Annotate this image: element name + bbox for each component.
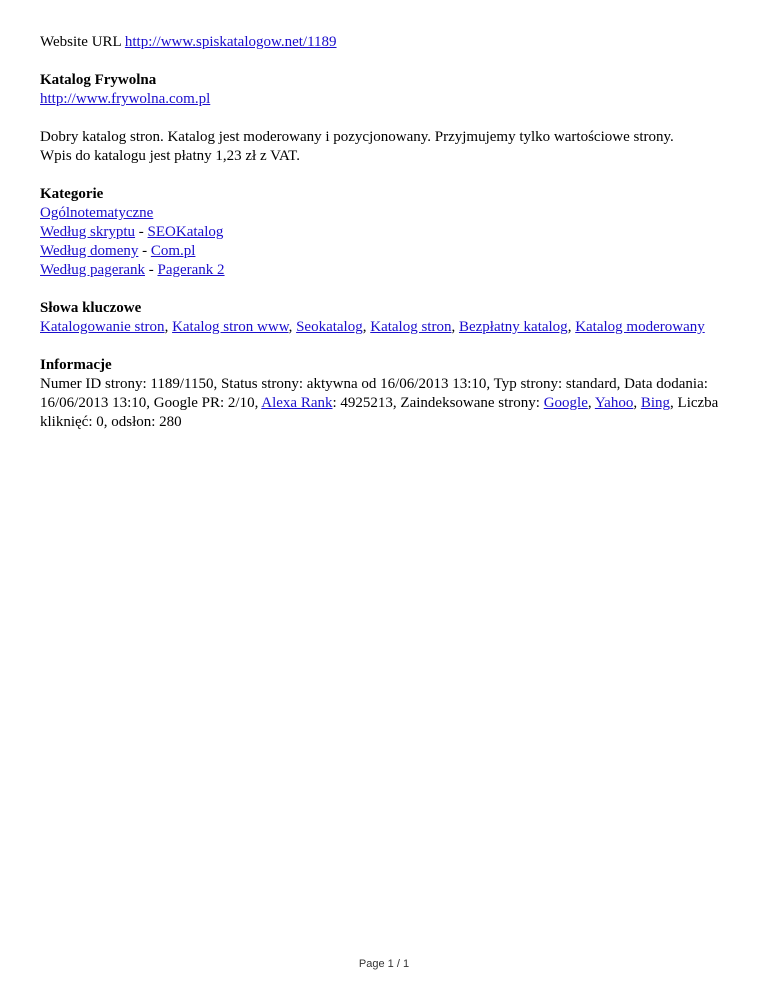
site-name: Katalog Frywolna xyxy=(40,72,157,88)
keyword-separator: , xyxy=(451,319,459,335)
site-url-link[interactable]: http://www.frywolna.com.pl xyxy=(40,91,211,107)
category-separator: - xyxy=(145,262,158,278)
keyword-separator: , xyxy=(362,319,371,335)
page-number-footer: Page 1 / 1 xyxy=(358,958,410,970)
keyword-separator: , xyxy=(567,319,576,335)
category-group-link[interactable]: Według skryptu xyxy=(40,224,136,240)
info-heading: Informacje xyxy=(40,357,112,373)
description-line-2: Wpis do katalogu jest płatny 1,23 zł z VAT. xyxy=(40,148,300,164)
category-value-link[interactable]: Pagerank 2 xyxy=(157,262,225,278)
document-content xyxy=(40,33,740,451)
category-value-link[interactable]: Com.pl xyxy=(150,243,196,259)
keyword-link[interactable]: Katalog moderowany xyxy=(575,319,705,335)
keyword-link[interactable]: Katalog stron xyxy=(370,319,452,335)
keyword-separator: , xyxy=(288,319,297,335)
site-header xyxy=(40,71,740,109)
keywords-list xyxy=(40,318,740,337)
info-section xyxy=(40,356,740,432)
google-index-link[interactable]: Google xyxy=(543,395,588,411)
info-comma: , xyxy=(587,395,595,411)
yahoo-index-link[interactable]: Yahoo xyxy=(594,395,634,411)
keyword-link[interactable]: Katalogowanie stron xyxy=(40,319,165,335)
category-separator: - xyxy=(135,224,148,240)
category-row xyxy=(40,261,740,280)
info-comma: , xyxy=(633,395,641,411)
keyword-link[interactable]: Katalog stron www xyxy=(172,319,289,335)
category-value-link[interactable]: SEOKatalog xyxy=(147,224,224,240)
keyword-link[interactable]: Seokatalog xyxy=(296,319,363,335)
site-description xyxy=(40,128,740,166)
alexa-rank-link[interactable]: Alexa Rank xyxy=(261,395,333,411)
info-text-part-1: Numer ID strony: 1189/1150, Status strony: aktywna od 16/06/2013 13:10, Typ strony: standard, Data dodania: 16/06/2013 13:10, Google PR: 2/10, xyxy=(40,376,708,411)
category-row xyxy=(40,242,740,261)
categories-section xyxy=(40,185,740,280)
keywords-section xyxy=(40,299,740,337)
website-url-label: Website URL xyxy=(40,34,122,50)
website-url-line xyxy=(40,33,740,52)
categories-heading: Kategorie xyxy=(40,186,104,202)
info-text-part-3: , Liczba kliknięć: 0, odsłon: 280 xyxy=(40,395,719,430)
info-text xyxy=(40,376,718,430)
category-general-row xyxy=(40,204,740,223)
category-general-link[interactable]: Ogólnotematyczne xyxy=(40,205,154,221)
category-group-link[interactable]: Według pagerank xyxy=(40,262,145,278)
keyword-separator: , xyxy=(164,319,173,335)
keyword-link[interactable]: Bezpłatny katalog xyxy=(458,319,568,335)
keywords-heading: Słowa kluczowe xyxy=(40,300,142,316)
website-url-link[interactable]: http://www.spiskatalogow.net/1189 xyxy=(124,34,337,50)
category-row xyxy=(40,223,740,242)
category-separator: - xyxy=(138,243,151,259)
bing-index-link[interactable]: Bing xyxy=(640,395,671,411)
info-text-part-2: : 4925213, Zaindeksowane strony: xyxy=(332,395,544,411)
category-group-link[interactable]: Według domeny xyxy=(40,243,139,259)
description-line-1: Dobry katalog stron. Katalog jest moderowany i pozycjonowany. Przyjmujemy tylko wartościowe strony. xyxy=(40,129,674,145)
